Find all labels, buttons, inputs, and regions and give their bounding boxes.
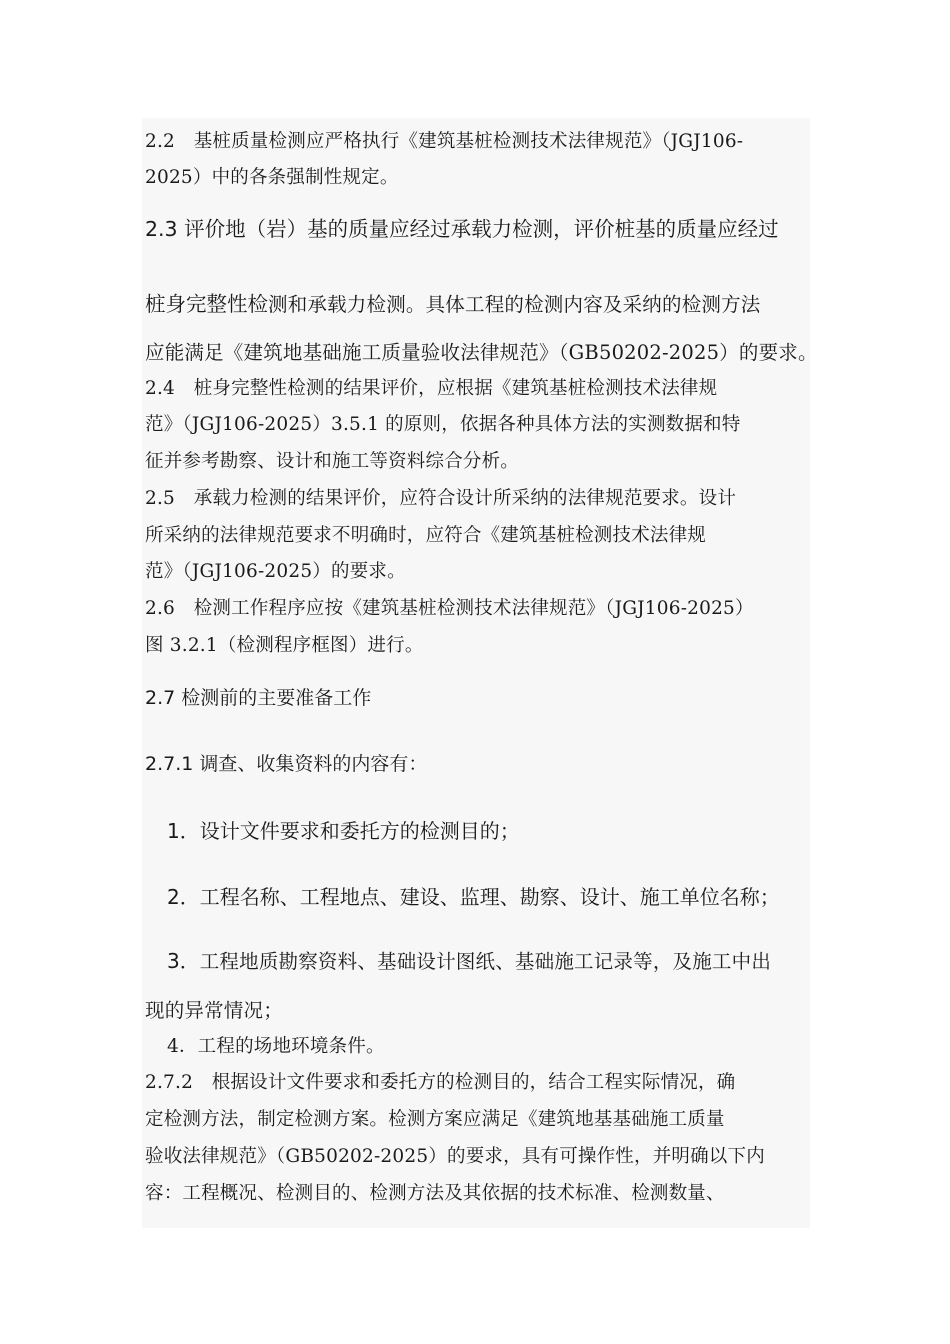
text-block-background — [142, 118, 810, 1228]
clause-2-7-2-line-4: 容：工程概况、检测目的、检测方法及其依据的技术标准、检测数量、 — [145, 1183, 725, 1204]
list-item-3-line-2: 现的异常情况； — [145, 999, 283, 1022]
clause-2-5-line-3: 范》（JGJ106-2025）的要求。 — [145, 561, 406, 582]
clause-2-6-line-1: 2.6 检测工作程序应按《建筑基桩检测技术法律规范》（JGJ106-2025） — [145, 598, 754, 619]
clause-2-4-line-3: 征并参考勘察、设计和施工等资料综合分析。 — [145, 451, 520, 472]
list-item-1: 1．设计文件要求和委托方的检测目的； — [167, 819, 520, 843]
clause-2-3-line-2-serif-part: 测和承载力检测。具体工程的检测内容及采纳的检测方法 — [268, 293, 761, 316]
clause-2-7-2-line-1: 2.7.2 根据设计文件要求和委托方的检测目的，结合工程实际情况，确 — [145, 1072, 736, 1093]
subsection-2-7-1-heading: 2.7.1 调查、收集资料的内容有： — [145, 753, 428, 775]
clause-2-2-line-1: 2.2 基桩质量检测应严格执行《建筑基桩检测技术法律规范》（JGJ106- — [145, 131, 744, 152]
clause-2-7-2-line-2: 定检测方法，制定检测方案。检测方案应满足《建筑地基基础施工质量 — [145, 1109, 725, 1130]
clause-2-4-line-1: 2.4 桩身完整性检测的结果评价，应根据《建筑基桩检测技术法律规 — [145, 378, 718, 399]
clause-2-3-line-1: 2.3 评价地（岩）基的质量应经过承载力检测，评价桩基的质量应经过 — [145, 217, 779, 241]
clause-2-3-line-3: 应能满足《建筑地基础施工质量验收法律规范》（GB50202-2025）的要求。 — [145, 341, 818, 364]
list-item-3-line-1 — [167, 945, 835, 974]
list-item-2: 2．工程名称、工程地点、建设、监理、勘察、设计、施工单位名称； — [167, 885, 780, 909]
clause-2-5-line-2: 所采纳的法律规范要求不明确时，应符合《建筑基桩检测技术法律规 — [145, 525, 707, 546]
list-item-3-text: 工程地质勘察资料、基础设计图纸、基础施工记录等，及施工中出 — [199, 950, 772, 973]
clause-2-5-line-1: 2.5 承载力检测的结果评价，应符合设计所采纳的法律规范要求。设计 — [145, 488, 737, 509]
clause-2-4-line-2: 范》（JGJ106-2025）3.5.1 的原则，依据各种具体方法的实测数据和特 — [145, 414, 741, 435]
list-item-3-number: 3． — [167, 949, 200, 973]
section-2-7-heading: 2.7 检测前的主要准备工作 — [145, 687, 372, 709]
clause-2-3-line-2 — [145, 287, 813, 317]
clause-2-6-line-2: 图 3.2.1（检测程序框图）进行。 — [145, 635, 424, 656]
list-item-4: 4．工程的场地环境条件。 — [167, 1036, 385, 1057]
clause-2-3-line-2-sans-part: 桩身完整性检 — [145, 292, 268, 316]
clause-2-7-2-line-3: 验收法律规范》（GB50202-2025）的要求，具有可操作性，并明确以下内 — [145, 1146, 765, 1167]
clause-2-2-line-2: 2025）中的各条强制性规定。 — [145, 167, 399, 188]
